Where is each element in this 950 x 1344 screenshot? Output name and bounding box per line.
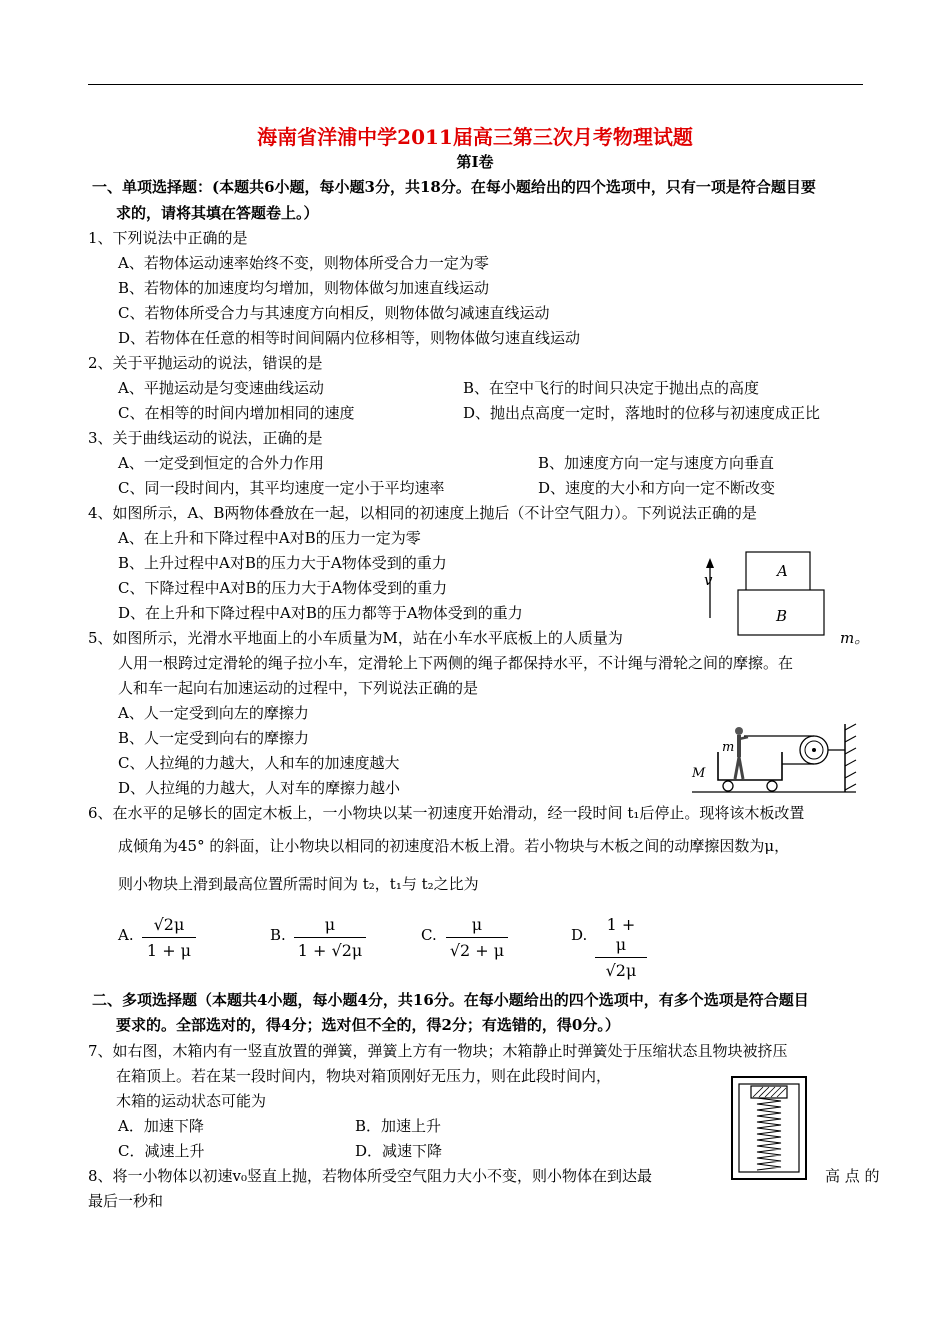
q5-option-b: B、人一定受到向右的摩擦力 (118, 729, 310, 747)
q6-stem-cont: 成倾角为45° 的斜面，让小物块以相同的初速度沿木板上滑。若小物块与木板之间的动摩擦因数为μ， (118, 837, 790, 855)
q5-stem-cont2: 人和车一起向右加速运动的过程中，下列说法正确的是 (118, 679, 479, 697)
q6-option-b-denominator: 1 + √2μ (297, 941, 363, 960)
q6-option-a-label: A. (118, 926, 134, 944)
q6-option-c-numerator: μ (446, 915, 508, 938)
q5-option-a: A、人一定受到向左的摩擦力 (118, 704, 309, 722)
section2-heading-cont: 要求的。全部选对的，得4分；选对但不全的，得2分；有选错的，得0分。） (116, 1016, 620, 1034)
q7-stem: 7、如右图，木箱内有一竖直放置的弹簧，弹簧上方有一物块；木箱静止时弹簧处于压缩状态且物块被挤压 (88, 1042, 788, 1060)
q6-option-b-label: B. (270, 926, 286, 944)
q6-option-d-denominator: √2μ (605, 961, 637, 980)
q7-option-d: D．减速下降 (355, 1142, 443, 1160)
q5-option-d: D、人拉绳的力越大，人对车的摩擦力越小 (118, 779, 401, 797)
q1-option-a: A、若物体运动速率始终不变，则物体所受合力一定为零 (118, 254, 489, 272)
page-title: 海南省洋浦中学2011届高三第三次月考物理试题 (257, 125, 693, 149)
q4-velocity-label: v (704, 571, 713, 589)
q5-option-c: C、人拉绳的力越大，人和车的加速度越大 (118, 754, 400, 772)
section1-heading-cont: 求的，请将其填在答题卷上。） (116, 204, 319, 222)
section2-heading: 二、多项选择题（本题共4小题，每小题4分，共16分。在每小题给出的四个选项中，有多个选项是符合题目 (92, 991, 809, 1009)
q5-stem-mass: m。 (840, 629, 870, 647)
q4-stem: 4、如图所示，A、B两物体叠放在一起，以相同的初速度上抛后（不计空气阻力）。下列说法正确的是 (88, 504, 757, 522)
q8-stem-tail: 高 点 的 (825, 1167, 880, 1185)
q2-option-a: A、平抛运动是匀变速曲线运动 (118, 379, 324, 397)
q2-option-d: D、抛出点高度一定时，落地时的位移与初速度成正比 (463, 404, 821, 422)
q4-block-a-label: A (777, 562, 788, 580)
q2-option-c: C、在相等的时间内增加相同的速度 (118, 404, 355, 422)
q4-option-d: D、在上升和下降过程中A对B的压力都等于A物体受到的重力 (118, 604, 523, 622)
q6-option-d-label: D. (571, 926, 588, 944)
q6-option-c-label: C. (421, 926, 437, 944)
header-rule (88, 84, 863, 85)
q4-option-c: C、下降过程中A对B的压力大于A物体受到的重力 (118, 579, 448, 597)
q5-figure (690, 722, 860, 802)
q6-stem: 6、在水平的足够长的固定木板上，一小物块以某一初速度开始滑动，经一段时间 t₁后停止。现将该木板改置 (88, 804, 805, 822)
q7-figure (731, 1076, 807, 1180)
q4-figure (690, 548, 860, 643)
q3-option-d: D、速度的大小和方向一定不断改变 (538, 479, 776, 497)
q6-option-d-numerator: 1 + μ (595, 915, 647, 958)
q6-option-b-fraction (294, 915, 366, 961)
q3-option-b: B、加速度方向一定与速度方向垂直 (538, 454, 775, 472)
q3-stem: 3、关于曲线运动的说法，正确的是 (88, 429, 323, 447)
q6-option-a-fraction (142, 915, 196, 961)
q6-stem-cont2: 则小物块上滑到最高位置所需时间为 t₂，t₁与 t₂之比为 (118, 875, 479, 893)
q6-option-c-fraction (446, 915, 508, 961)
q5-cart-mass-label: M (692, 766, 706, 781)
q1-option-d: D、若物体在任意的相等时间间隔内位移相等，则物体做匀速直线运动 (118, 329, 581, 347)
q6-option-b-numerator: μ (294, 915, 366, 938)
q6-option-c-denominator: √2 + μ (449, 941, 505, 960)
q5-person-mass-label: m (722, 740, 735, 755)
volume-label: 第Ⅰ卷 (456, 153, 494, 171)
q2-option-b: B、在空中飞行的时间只决定于抛出点的高度 (463, 379, 760, 397)
q6-option-d-fraction (595, 915, 647, 981)
q8-stem: 8、将一小物体以初速v₀竖直上抛，若物体所受空气阻力大小不变，则小物体在到达最 (88, 1167, 653, 1185)
q7-option-a: A．加速下降 (118, 1117, 204, 1135)
q8-stem-cont: 最后一秒和 (88, 1192, 164, 1210)
q4-option-a: A、在上升和下降过程中A对B的压力一定为零 (118, 529, 421, 547)
section1-heading: 一、单项选择题：(本题共6小题，每小题3分，共18分。在每小题给出的四个选项中，只有一项是符合题目要 (92, 178, 816, 196)
q7-stem-cont2: 木箱的运动状态可能为 (116, 1092, 267, 1110)
q5-stem: 5、如图所示，光滑水平地面上的小车质量为M，站在小车水平底板上的人质量为 (88, 629, 623, 647)
q4-block-b-label: B (776, 607, 788, 625)
q5-stem-cont: 人用一根跨过定滑轮的绳子拉小车，定滑轮上下两侧的绳子都保持水平，不计绳与滑轮之间的摩擦。在 (118, 654, 794, 672)
q3-option-a: A、一定受到恒定的合外力作用 (118, 454, 324, 472)
q7-option-c: C．减速上升 (118, 1142, 205, 1160)
q3-option-c: C、同一段时间内，其平均速度一定小于平均速率 (118, 479, 445, 497)
q7-option-b: B．加速上升 (355, 1117, 442, 1135)
q1-option-c: C、若物体所受合力与其速度方向相反，则物体做匀减速直线运动 (118, 304, 550, 322)
q1-option-b: B、若物体的加速度均匀增加，则物体做匀加速直线运动 (118, 279, 490, 297)
q4-option-b: B、上升过程中A对B的压力大于A物体受到的重力 (118, 554, 447, 572)
q2-stem: 2、关于平抛运动的说法，错误的是 (88, 354, 323, 372)
q6-option-a-denominator: 1 + μ (146, 941, 192, 960)
q1-stem: 1、下列说法中正确的是 (88, 229, 248, 247)
q7-stem-cont: 在箱顶上。若在某一段时间内，物块对箱顶刚好无压力，则在此段时间内， (116, 1067, 612, 1085)
q6-option-a-numerator: √2μ (142, 915, 196, 938)
